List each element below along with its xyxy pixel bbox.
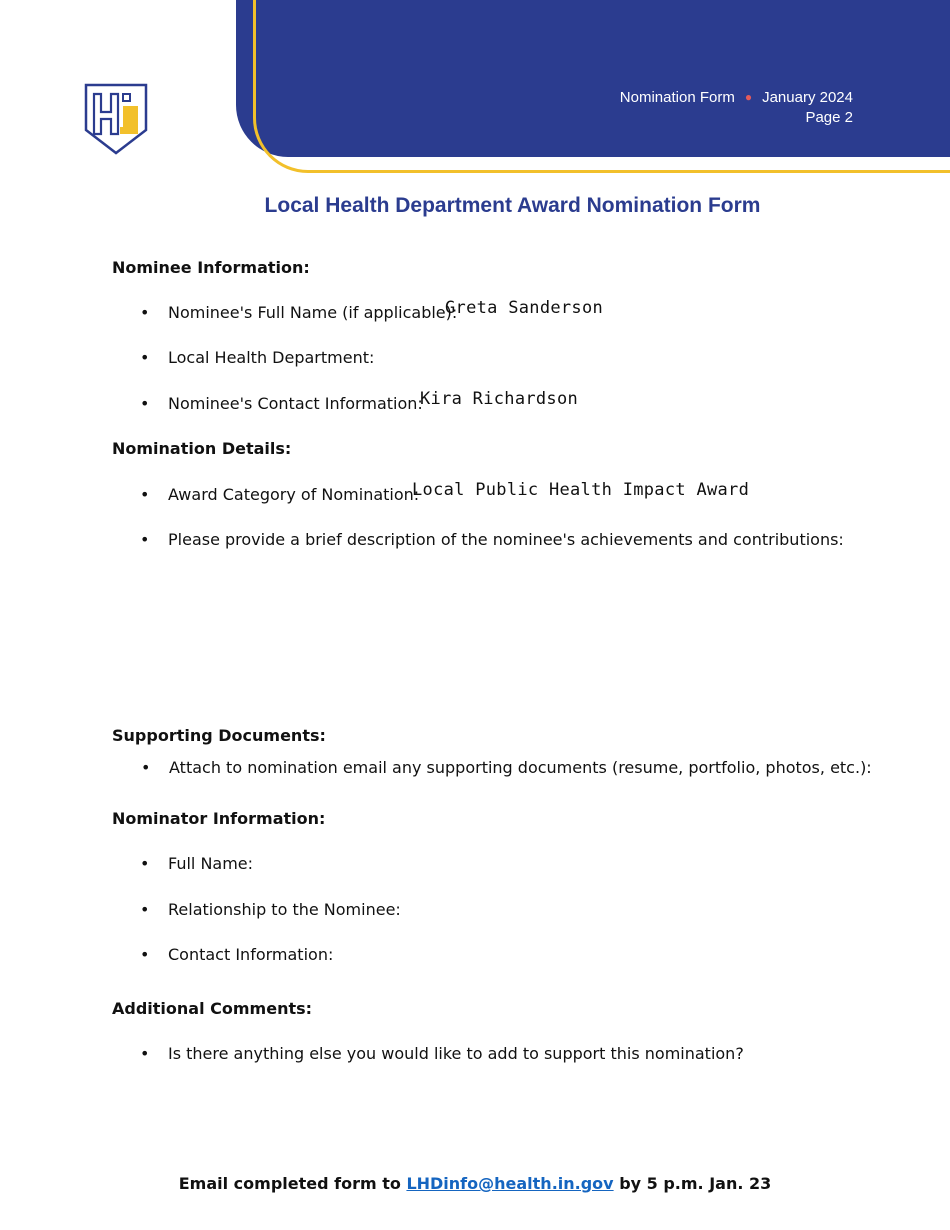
page-number: Page 2 xyxy=(805,109,853,126)
bullet-icon: • xyxy=(140,485,150,504)
footer-suffix: by 5 p.m. Jan. 23 xyxy=(619,1174,772,1193)
award-category-value[interactable]: Local Public Health Impact Award xyxy=(412,480,750,500)
email-link[interactable]: LHDinfo@health.in.gov xyxy=(406,1174,614,1193)
nominee-contact-value[interactable]: Kira Richardson xyxy=(420,389,579,409)
nominee-full-name-label: Nominee's Full Name (if applicable): xyxy=(168,303,458,322)
nominee-section-heading: Nominee Information: xyxy=(112,258,310,277)
bullet-icon: • xyxy=(140,945,150,964)
supporting-documents-label: Attach to nomination email any supporting documents (resume, portfolio, photos, etc.): xyxy=(169,758,872,777)
local-health-department-label: Local Health Department: xyxy=(168,348,375,367)
comments-section-heading: Additional Comments: xyxy=(112,999,313,1018)
bullet-icon: • xyxy=(141,758,151,777)
bullet-icon: • xyxy=(140,348,150,367)
nominator-contact-label: Contact Information: xyxy=(168,945,334,964)
doc-date: January 2024 xyxy=(762,89,853,106)
details-section-heading: Nomination Details: xyxy=(112,439,292,458)
nominator-full-name-label: Full Name: xyxy=(168,854,254,873)
indiana-health-shield-logo-icon xyxy=(83,82,149,156)
additional-comments-label: Is there anything else you would like to add to support this nomination? xyxy=(168,1044,744,1063)
relationship-label: Relationship to the Nominee: xyxy=(168,900,401,919)
header-meta xyxy=(620,88,853,127)
page-title: Local Health Department Award Nomination Form xyxy=(264,194,761,217)
bullet-icon: • xyxy=(140,303,150,322)
bullet-icon: • xyxy=(140,854,150,873)
nominee-full-name-value[interactable]: Greta Sanderson xyxy=(445,298,604,318)
bullet-icon: • xyxy=(140,900,150,919)
nominee-contact-label: Nominee's Contact Information: xyxy=(168,394,423,413)
achievements-description-field[interactable] xyxy=(168,556,868,716)
bullet-icon: • xyxy=(140,1044,150,1063)
separator-dot-icon: ● xyxy=(744,90,753,104)
doc-label: Nomination Form xyxy=(619,89,735,106)
achievements-description-label: Please provide a brief description of the nominee's achievements and contributions: xyxy=(168,530,844,549)
header-accent-arc xyxy=(253,0,950,173)
supporting-section-heading: Supporting Documents: xyxy=(112,726,326,745)
bullet-icon: • xyxy=(140,394,150,413)
bullet-icon: • xyxy=(140,530,150,549)
award-category-label: Award Category of Nomination: xyxy=(168,485,420,504)
footer-instructions xyxy=(0,1174,950,1193)
footer-prefix: Email completed form to xyxy=(178,1174,401,1193)
nominator-section-heading: Nominator Information: xyxy=(112,809,326,828)
